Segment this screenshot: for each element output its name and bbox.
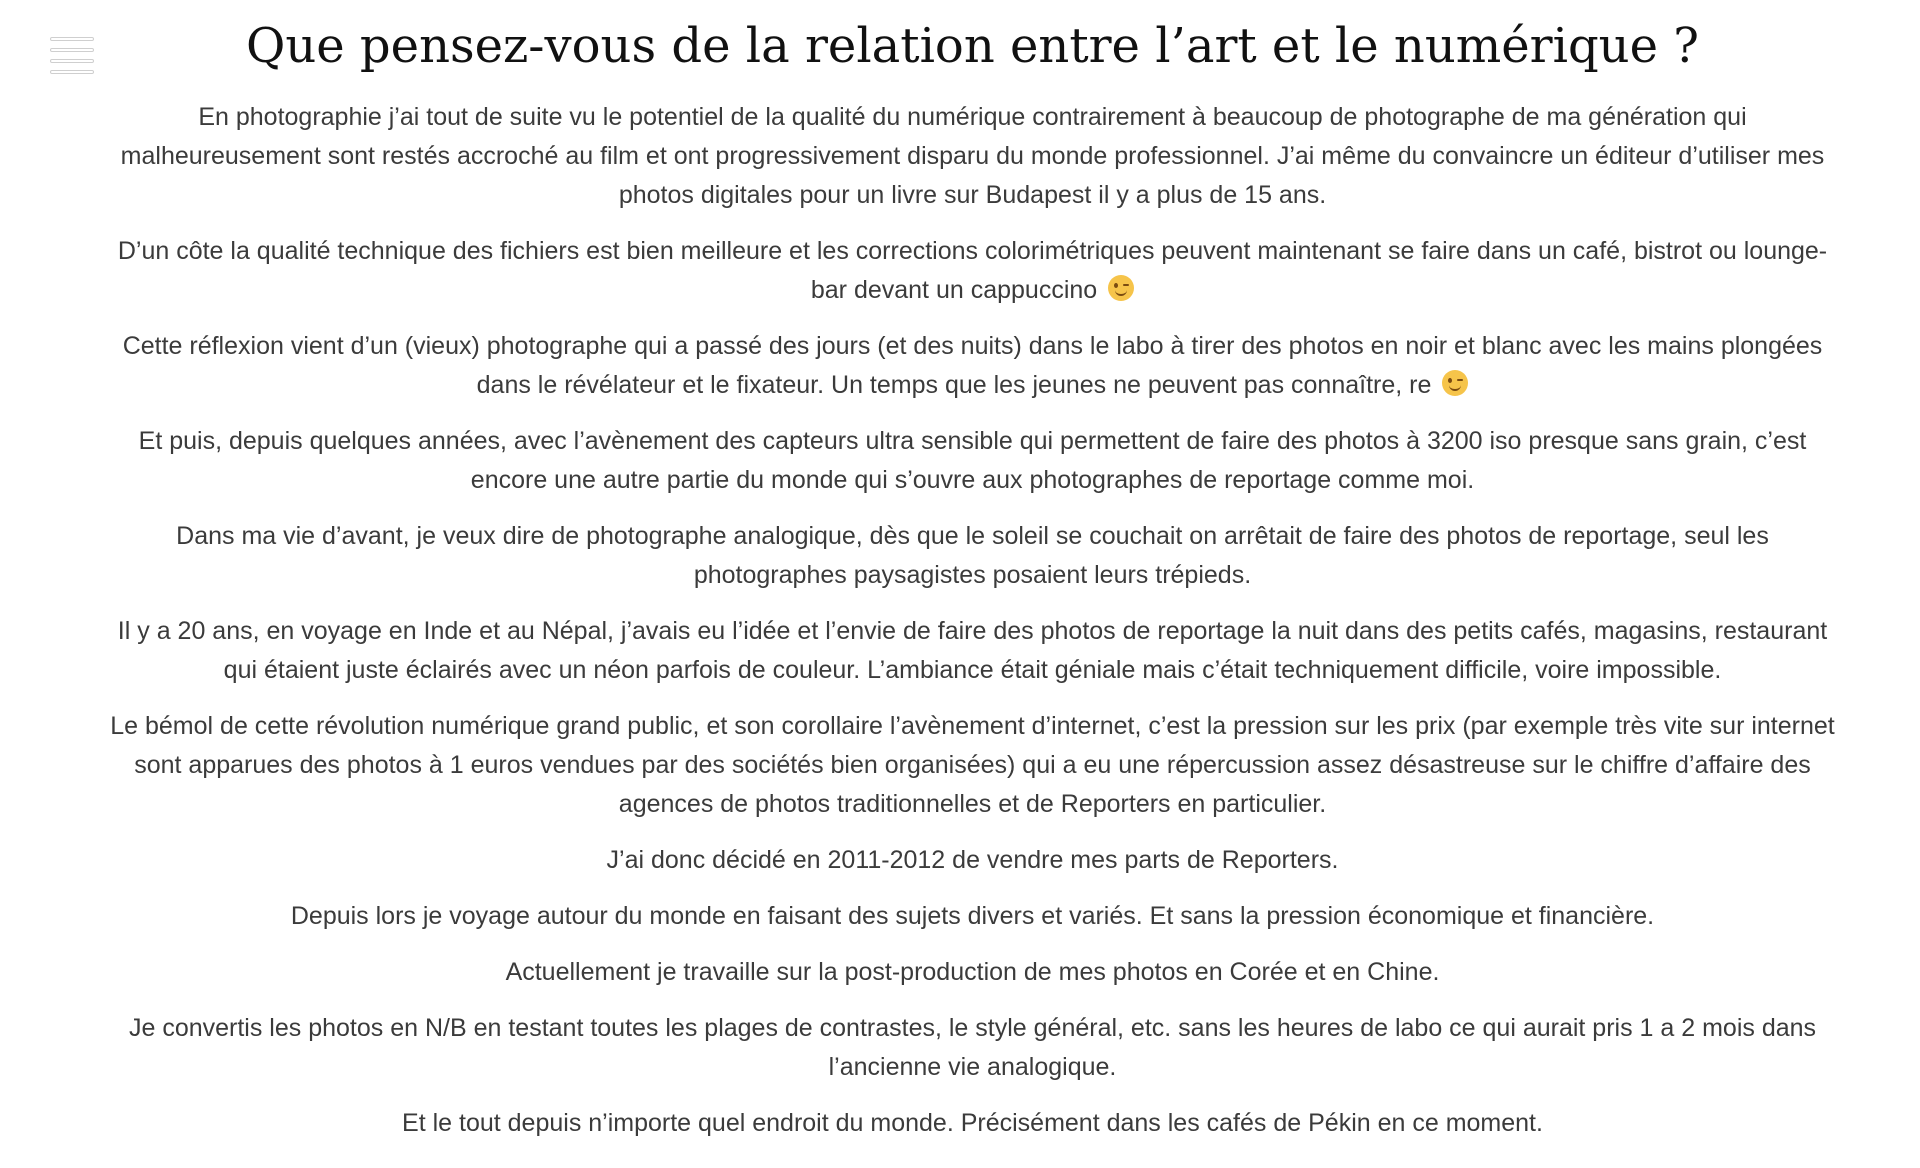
article: [100, 0, 1845, 1160]
hamburger-menu-icon[interactable]: [50, 37, 94, 75]
menu-bar: [50, 59, 94, 63]
menu-bar: [50, 48, 94, 52]
paragraph: Il y a 20 ans, en voyage en Inde et au Népal, j’avais eu l’idée et l’envie de faire des photos de reportage la nuit dans des petits cafés, magasins, restaurant qui étaient juste éclairés avec un néon parfois de couleur. L’ambiance était géniale mais c’était techniquement difficile, voire impossible.: [117, 617, 1828, 684]
paragraph: Cette réflexion vient d’un (vieux) photographe qui a passé des jours (et des nuits) dans le labo à tirer des photos en noir et blanc avec les mains plongées dans le révélateur et le fixateur. Un temps que les jeunes ne peuvent pas connaître, re: [122, 332, 1823, 399]
menu-bar: [50, 37, 94, 41]
paragraph: Actuellement je travaille sur la post-production de mes photos en Corée et en Chine.: [505, 958, 1440, 986]
page-title: Que pensez-vous de la relation entre l’art et le numérique ?: [246, 18, 1699, 74]
paragraph: D’un côte la qualité technique des fichiers est bien meilleure et les corrections colorimétriques peuvent maintenant se faire dans un café, bistrot ou lounge-bar devant un cappuccino: [117, 237, 1828, 304]
paragraph: Depuis lors je voyage autour du monde en faisant des sujets divers et variés. Et sans la pression économique et financière.: [290, 902, 1655, 930]
paragraph: Dans ma vie d’avant, je veux dire de photographe analogique, dès que le soleil se couchait on arrêtait de faire des photos de reportage, seul les photographes paysagistes posaient leurs trépieds.: [176, 522, 1769, 589]
winking-face-icon: [1442, 370, 1468, 396]
paragraph: Et puis, depuis quelques années, avec l’avènement des capteurs ultra sensible qui permettent de faire des photos à 3200 iso presque sans grain, c’est encore une autre partie du monde qui s’ouvre aux photographes de reportage comme moi.: [138, 427, 1807, 494]
menu-bar: [50, 70, 94, 74]
winking-face-icon: [1108, 275, 1134, 301]
paragraph: J’ai donc décidé en 2011-2012 de vendre mes parts de Reporters.: [606, 846, 1339, 874]
paragraph: En photographie j’ai tout de suite vu le potentiel de la qualité du numérique contrairement à beaucoup de photographe de ma génération qui malheureusement sont restés accroché au film et ont progressivement disparu du monde professionnel. J’ai même du convaincre un éditeur d’utiliser mes photos digitales pour un livre sur Budapest il y a plus de 15 ans.: [120, 103, 1825, 209]
article-body: [100, 98, 1845, 1143]
paragraph: Je convertis les photos en N/B en testant toutes les plages de contrastes, le style général, etc. sans les heures de labo ce qui aurait pris 1 a 2 mois dans l’ancienne vie analogique.: [128, 1014, 1817, 1081]
paragraph: Et le tout depuis n’importe quel endroit du monde. Précisément dans les cafés de Pékin en ce moment.: [402, 1109, 1543, 1137]
paragraph: Le bémol de cette révolution numérique grand public, et son corollaire l’avènement d’internet, c’est la pression sur les prix (par exemple très vite sur internet sont apparues des photos à 1 euros vendues par des sociétés bien organisées) qui a eu une répercussion assez désastreuse sur le chiffre d’affaire des agences de photos traditionnelles et de Reporters en particulier.: [110, 712, 1835, 818]
